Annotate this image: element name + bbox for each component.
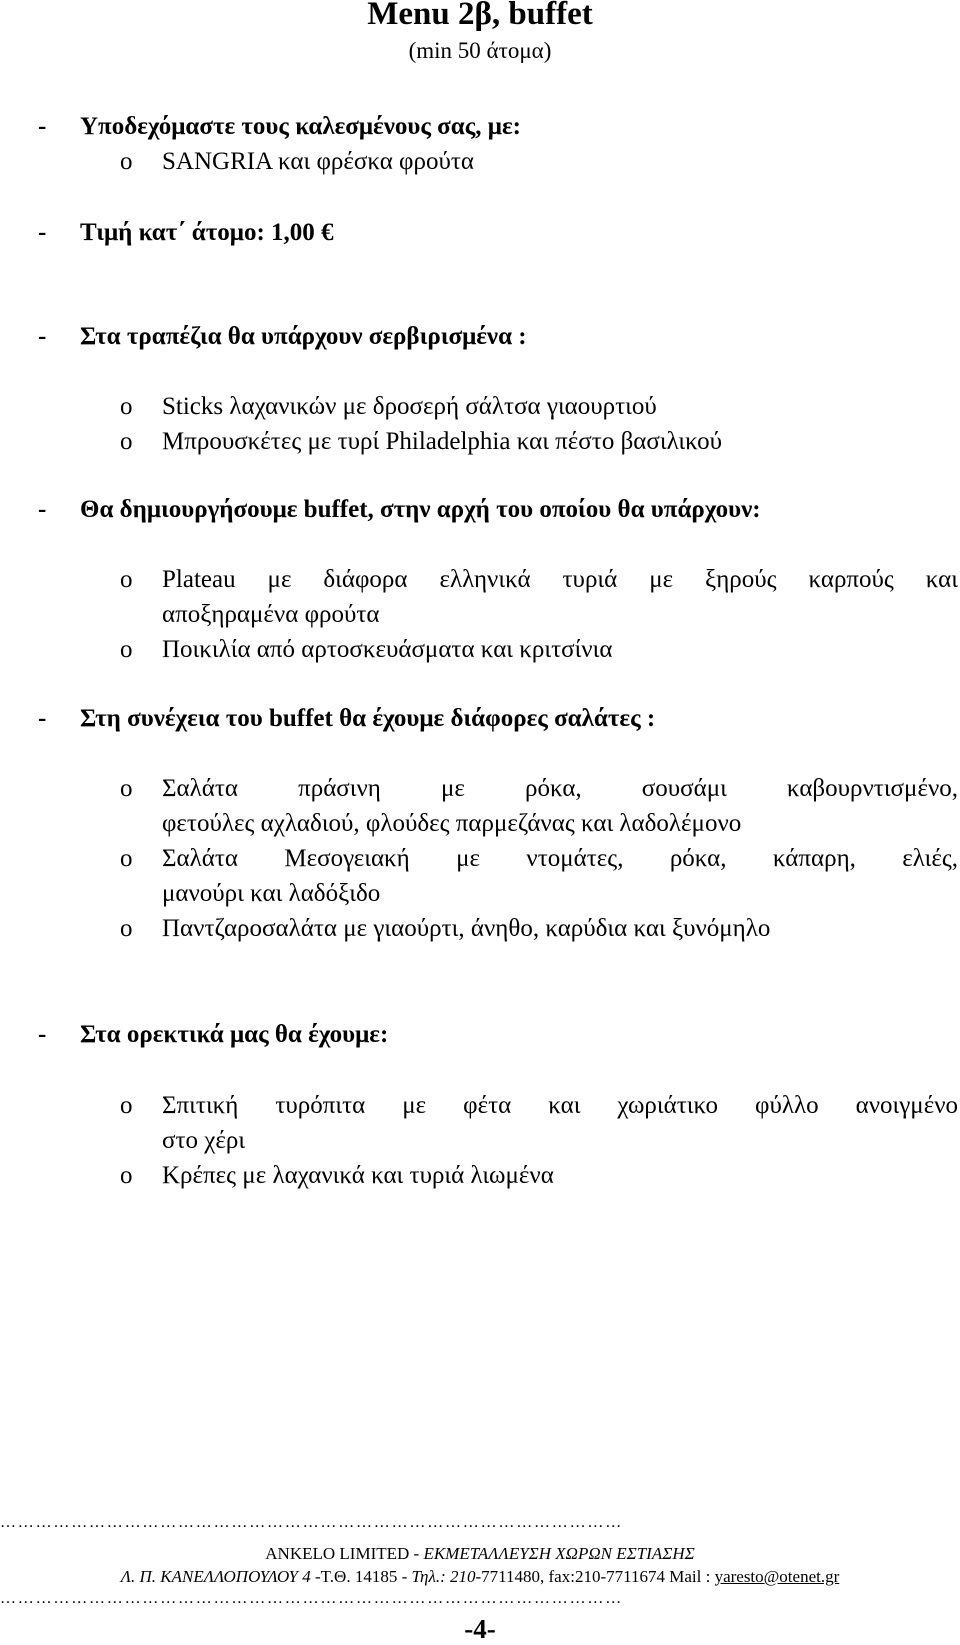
section-heading-appetizers: Στα ορεκτικά μας θα έχουμε: [80,1021,389,1048]
list-item: SANGRIA και φρέσκα φρούτα [162,148,474,175]
page-title: Menu 2β, buffet [367,0,593,32]
bullet-marker: o [120,566,133,593]
bullet-marker: o [120,845,133,872]
list-item: Sticks λαχανικών με δροσερή σάλτσα γιαουρτιού [162,393,657,420]
footer-divider-top: …………………………………………………………………………………………… [0,1514,623,1531]
bullet-marker: o [120,1092,133,1119]
footer-tel-label: Τηλ.: 210 [411,1567,476,1586]
bullet-marker: o [120,636,133,663]
page-subtitle: (min 50 άτομα) [408,38,552,63]
list-item: Κρέπες με λαχανικά και τυριά λιωμένα [162,1162,554,1189]
bullet-marker: o [120,1162,133,1189]
footer-email-link[interactable]: yaresto@otenet.gr [714,1567,840,1586]
list-item-continuation: φετούλες αχλαδιού, φλούδες παρμεζάνας και λαδολέμονο [162,810,742,837]
footer-contact [0,1567,960,1587]
footer-tel-fax: -7711480, fax:210-7711674 Mail : [475,1567,715,1586]
section-heading-buffet: Θα δημιουργήσουμε buffet, στην αρχή του οποίου θα υπάρχουν: [80,496,761,523]
footer-company-name: ANKELO LIMITED - [265,1544,424,1563]
list-item: Παντζαροσαλάτα με γιαούρτι, άνηθο, καρύδια και ξυνόμηλο [162,915,771,942]
footer-company-activity: ΕΚΜΕΤΑΛΛΕΥΣΗ ΧΩΡΩΝ ΕΣΤΙΑΣΗΣ [423,1544,695,1563]
page-number: -4- [464,1614,496,1644]
section-dash: - [38,705,47,732]
section-dash: - [38,113,47,140]
list-item: Σπιτική τυρόπιτα με φέτα και χωριάτικο φύλλο ανοιγμένο [162,1092,958,1119]
list-item: Μπρουσκέτες με τυρί Philadelphia και πέστο βασιλικού [162,428,723,455]
section-dash: - [38,496,47,523]
bullet-marker: o [120,775,133,802]
footer-address: Λ. Π. ΚΑΝΕΛΛΟΠΟΥΛΟΥ 4 [120,1567,311,1586]
section-heading-price: Τιμή κατ΄ άτομο: 1,00 € [80,219,334,246]
list-item-continuation: αποξηραμένα φρούτα [162,601,380,628]
bullet-marker: o [120,148,133,175]
bullet-marker: o [120,428,133,455]
footer-company [0,1544,960,1564]
list-item: Σαλάτα Μεσογειακή με ντομάτες, ρόκα, κάπαρη, ελιές, [162,845,958,872]
list-item: Plateau με διάφορα ελληνικά τυριά με ξηρούς καρπούς και [162,566,958,593]
footer-divider-bottom: …………………………………………………………………………………………… [0,1590,623,1607]
list-item: Σαλάτα πράσινη με ρόκα, σουσάμι καβουρντισμένο, [162,775,958,802]
section-dash: - [38,323,47,350]
section-heading-welcome: Υποδεχόμαστε τους καλεσμένους σας, με: [80,113,521,140]
list-item: Ποικιλία από αρτοσκευάσματα και κριτσίνια [162,636,613,663]
section-heading-served: Στα τραπέζια θα υπάρχουν σερβιρισμένα : [80,323,527,350]
section-dash: - [38,219,47,246]
section-dash: - [38,1021,47,1048]
list-item-continuation: στο χέρι [162,1127,246,1154]
footer-postal: -Τ.Θ. 14185 - [310,1567,412,1586]
bullet-marker: o [120,915,133,942]
section-heading-salads: Στη συνέχεια του buffet θα έχουμε διάφορες σαλάτες : [80,705,656,732]
bullet-marker: o [120,393,133,420]
list-item-continuation: μανούρι και λαδόξιδο [162,880,381,907]
